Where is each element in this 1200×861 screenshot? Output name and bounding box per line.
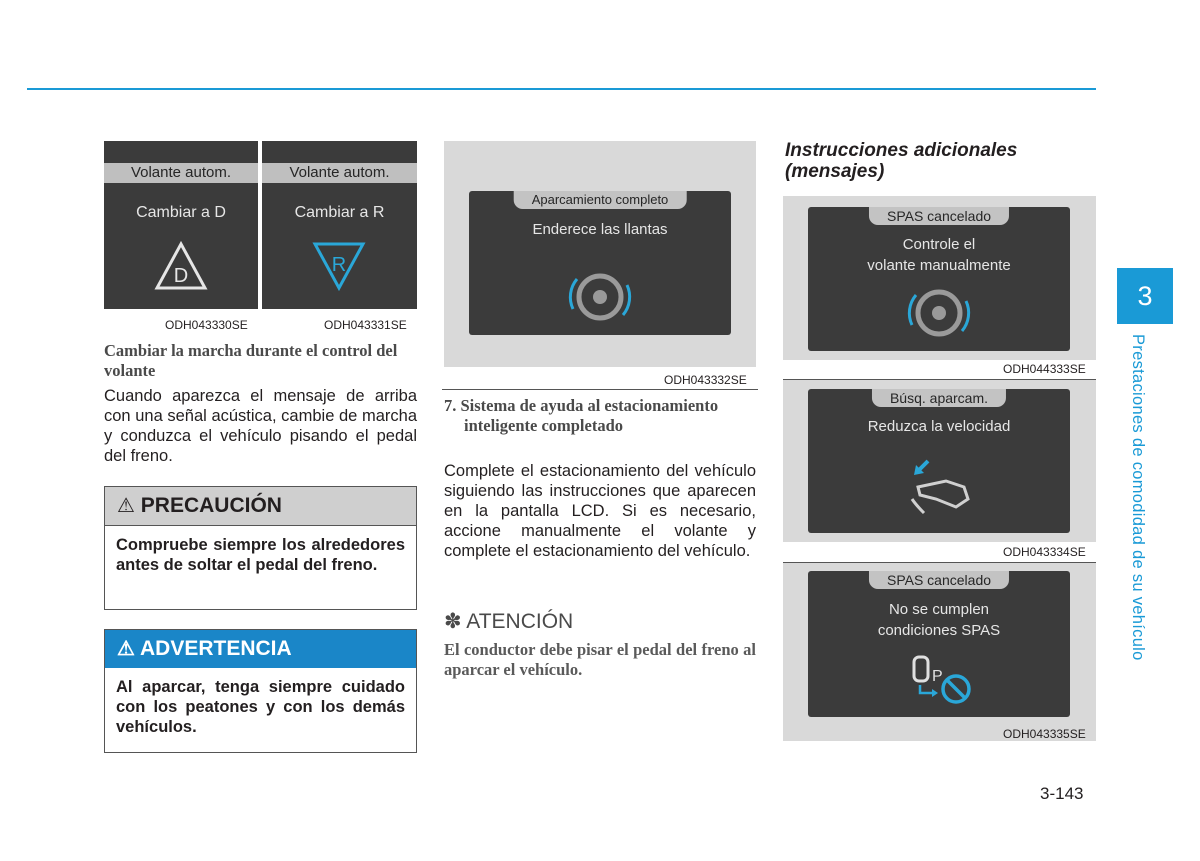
image-caption: ODH044333SE: [1003, 362, 1086, 376]
image-caption: ODH043335SE: [1003, 727, 1086, 741]
chapter-title-text: Prestaciones de comodidad de su vehículo: [1129, 334, 1147, 661]
image-caption: ODH043331SE: [324, 318, 407, 332]
notice-text: El conductor debe pisar el pedal del freno al aparcar el vehículo.: [444, 640, 756, 679]
warning-header: [105, 630, 416, 668]
lcd-image-shift-d: [104, 141, 258, 309]
notice-title: ✽ ATENCIÓN: [444, 610, 574, 633]
image-caption: ODH043330SE: [165, 318, 248, 332]
image-caption: ODH043334SE: [1003, 545, 1086, 559]
caution-header: [105, 487, 416, 526]
lcd-image-slow-down: [783, 380, 1096, 542]
warning-title: ADVERTENCIA: [140, 637, 292, 660]
warning-box: [104, 629, 417, 753]
lcd-header: Aparcamiento completo: [514, 191, 687, 209]
gear-letter: D: [173, 265, 189, 287]
warning-text: Al aparcar, tenga siempre cuidado con los peatones y con los demás vehículos.: [116, 678, 405, 736]
caution-box: [104, 486, 417, 610]
image-caption: ODH043332SE: [664, 373, 747, 387]
body-paragraph: Complete el estacionamiento del vehículo siguiendo las instrucciones que aparecen en la pantalla LCD. Si es necesario, accione manualmente el volante y complete el estacionamiento del vehículo.: [444, 462, 756, 560]
lcd-header: Búsq. aparcam.: [872, 389, 1006, 407]
warning-triangle-icon: ⚠: [117, 495, 135, 517]
triangle-r-icon: [312, 241, 366, 291]
lcd-message: Reduzca la velocidad: [867, 418, 1011, 435]
parking-prohibited-icon: [910, 653, 974, 707]
lcd-message: Cambiar a R: [294, 204, 385, 221]
section-heading: Instrucciones adicionales (mensajes): [785, 140, 1018, 182]
lcd-header: SPAS cancelado: [869, 207, 1009, 225]
lcd-header: Volante autom.: [262, 163, 417, 183]
gear-letter: R: [331, 254, 347, 276]
lcd-image-shift-r: [262, 141, 417, 309]
chapter-tab: 3: [1117, 268, 1173, 324]
lcd-image-parking-complete: [444, 141, 756, 367]
caution-title: PRECAUCIÓN: [140, 494, 282, 517]
lcd-message: volante manualmente: [867, 257, 1011, 274]
divider: [442, 389, 758, 390]
steering-wheel-icon: [904, 285, 974, 341]
lcd-image-spas-cancel-2: [783, 563, 1096, 741]
lcd-message: Cambiar a D: [136, 204, 226, 221]
page-number: 3-143: [1040, 784, 1084, 803]
triangle-d-icon: [154, 241, 208, 291]
lcd-message: condiciones SPAS: [877, 622, 1001, 639]
svg-text:P: P: [932, 668, 943, 685]
brake-pedal-icon: [906, 457, 976, 519]
lcd-header: Volante autom.: [104, 163, 258, 183]
lcd-header: SPAS cancelado: [869, 571, 1009, 589]
top-rule: [27, 88, 1096, 90]
caution-text: Compruebe siempre los alrededores antes de soltar el pedal del freno.: [116, 536, 405, 574]
steering-wheel-icon: [565, 269, 635, 325]
section-heading: 7. Sistema de ayuda al estacionamiento inteligente completado: [444, 396, 719, 435]
lcd-message: Controle el: [902, 236, 976, 253]
lcd-image-spas-cancel-1: [783, 196, 1096, 360]
lcd-message: No se cumplen: [888, 601, 990, 618]
section-heading: Cambiar la marcha durante el control del volante: [104, 341, 398, 380]
chapter-title-vertical: [1128, 334, 1150, 674]
warning-triangle-icon: ⚠: [117, 638, 135, 660]
body-paragraph: Cuando aparezca el mensaje de arriba con una señal acústica, cambie de marcha y conduzca el vehículo pisando el pedal del freno.: [104, 387, 417, 465]
lcd-message: Enderece las llantas: [532, 221, 668, 238]
